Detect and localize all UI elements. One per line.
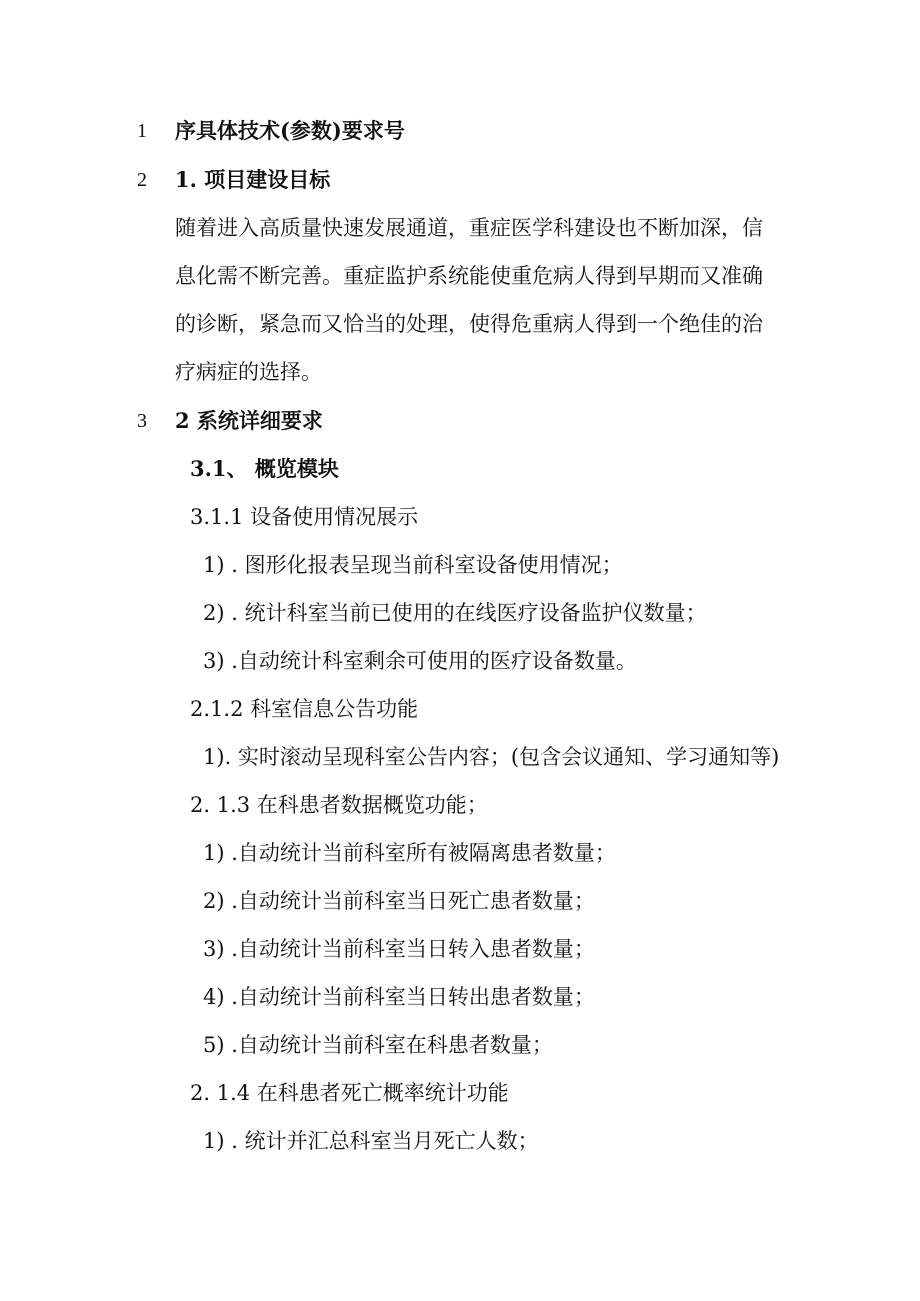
section-heading-requirements: 2 系统详细要求 bbox=[175, 408, 323, 433]
list-item: 1) .自动统计当前科室所有被隔离患者数量； bbox=[203, 841, 616, 865]
subsection-heading: 3.1、 概览模块 bbox=[190, 456, 339, 481]
list-item: 4) .自动统计当前科室当日转出患者数量； bbox=[203, 985, 595, 1009]
paragraph-line: 息化需不断完善。重症监护系统能使重危病人得到早期而又准确 bbox=[175, 264, 763, 288]
section-heading-goal: 1. 项目建设目标 bbox=[175, 167, 331, 192]
paragraph-line: 的诊断，紧急而又恰当的处理，使得危重病人得到一个绝佳的治 bbox=[175, 312, 763, 336]
paragraph-line: 随着进入高质量快速发展通道，重症医学科建设也不断加深，信 bbox=[175, 216, 763, 240]
list-item: 1) . 统计并汇总科室当月死亡人数； bbox=[203, 1129, 539, 1153]
row-number: 2 bbox=[137, 169, 147, 191]
subsection-heading: 2. 1.3 在科患者数据概览功能； bbox=[190, 793, 488, 817]
list-item: 5) .自动统计当前科室在科患者数量； bbox=[203, 1033, 553, 1057]
row-number: 1 bbox=[137, 120, 147, 142]
list-item: 3) .自动统计当前科室当日转入患者数量； bbox=[203, 937, 595, 961]
list-item: 3) .自动统计科室剩余可使用的医疗设备数量。 bbox=[203, 649, 637, 673]
list-item: 1). 实时滚动呈现科室公告内容；(包含会议通知、学习通知等) bbox=[203, 745, 780, 769]
paragraph-line: 疗病症的选择。 bbox=[175, 360, 322, 384]
list-item: 2) . 统计科室当前已使用的在线医疗设备监护仪数量； bbox=[203, 601, 707, 625]
list-item: 2) .自动统计当前科室当日死亡患者数量； bbox=[203, 889, 595, 913]
row-number: 3 bbox=[137, 410, 147, 432]
subsection-heading: 3.1.1 设备使用情况展示 bbox=[190, 505, 419, 529]
list-item: 1) . 图形化报表呈现当前科室设备使用情况； bbox=[203, 553, 623, 577]
table-header-title: 序具体技术(参数)要求号 bbox=[175, 118, 405, 143]
subsection-heading: 2. 1.4 在科患者死亡概率统计功能 bbox=[190, 1081, 509, 1105]
subsection-heading: 2.1.2 科室信息公告功能 bbox=[190, 697, 419, 721]
